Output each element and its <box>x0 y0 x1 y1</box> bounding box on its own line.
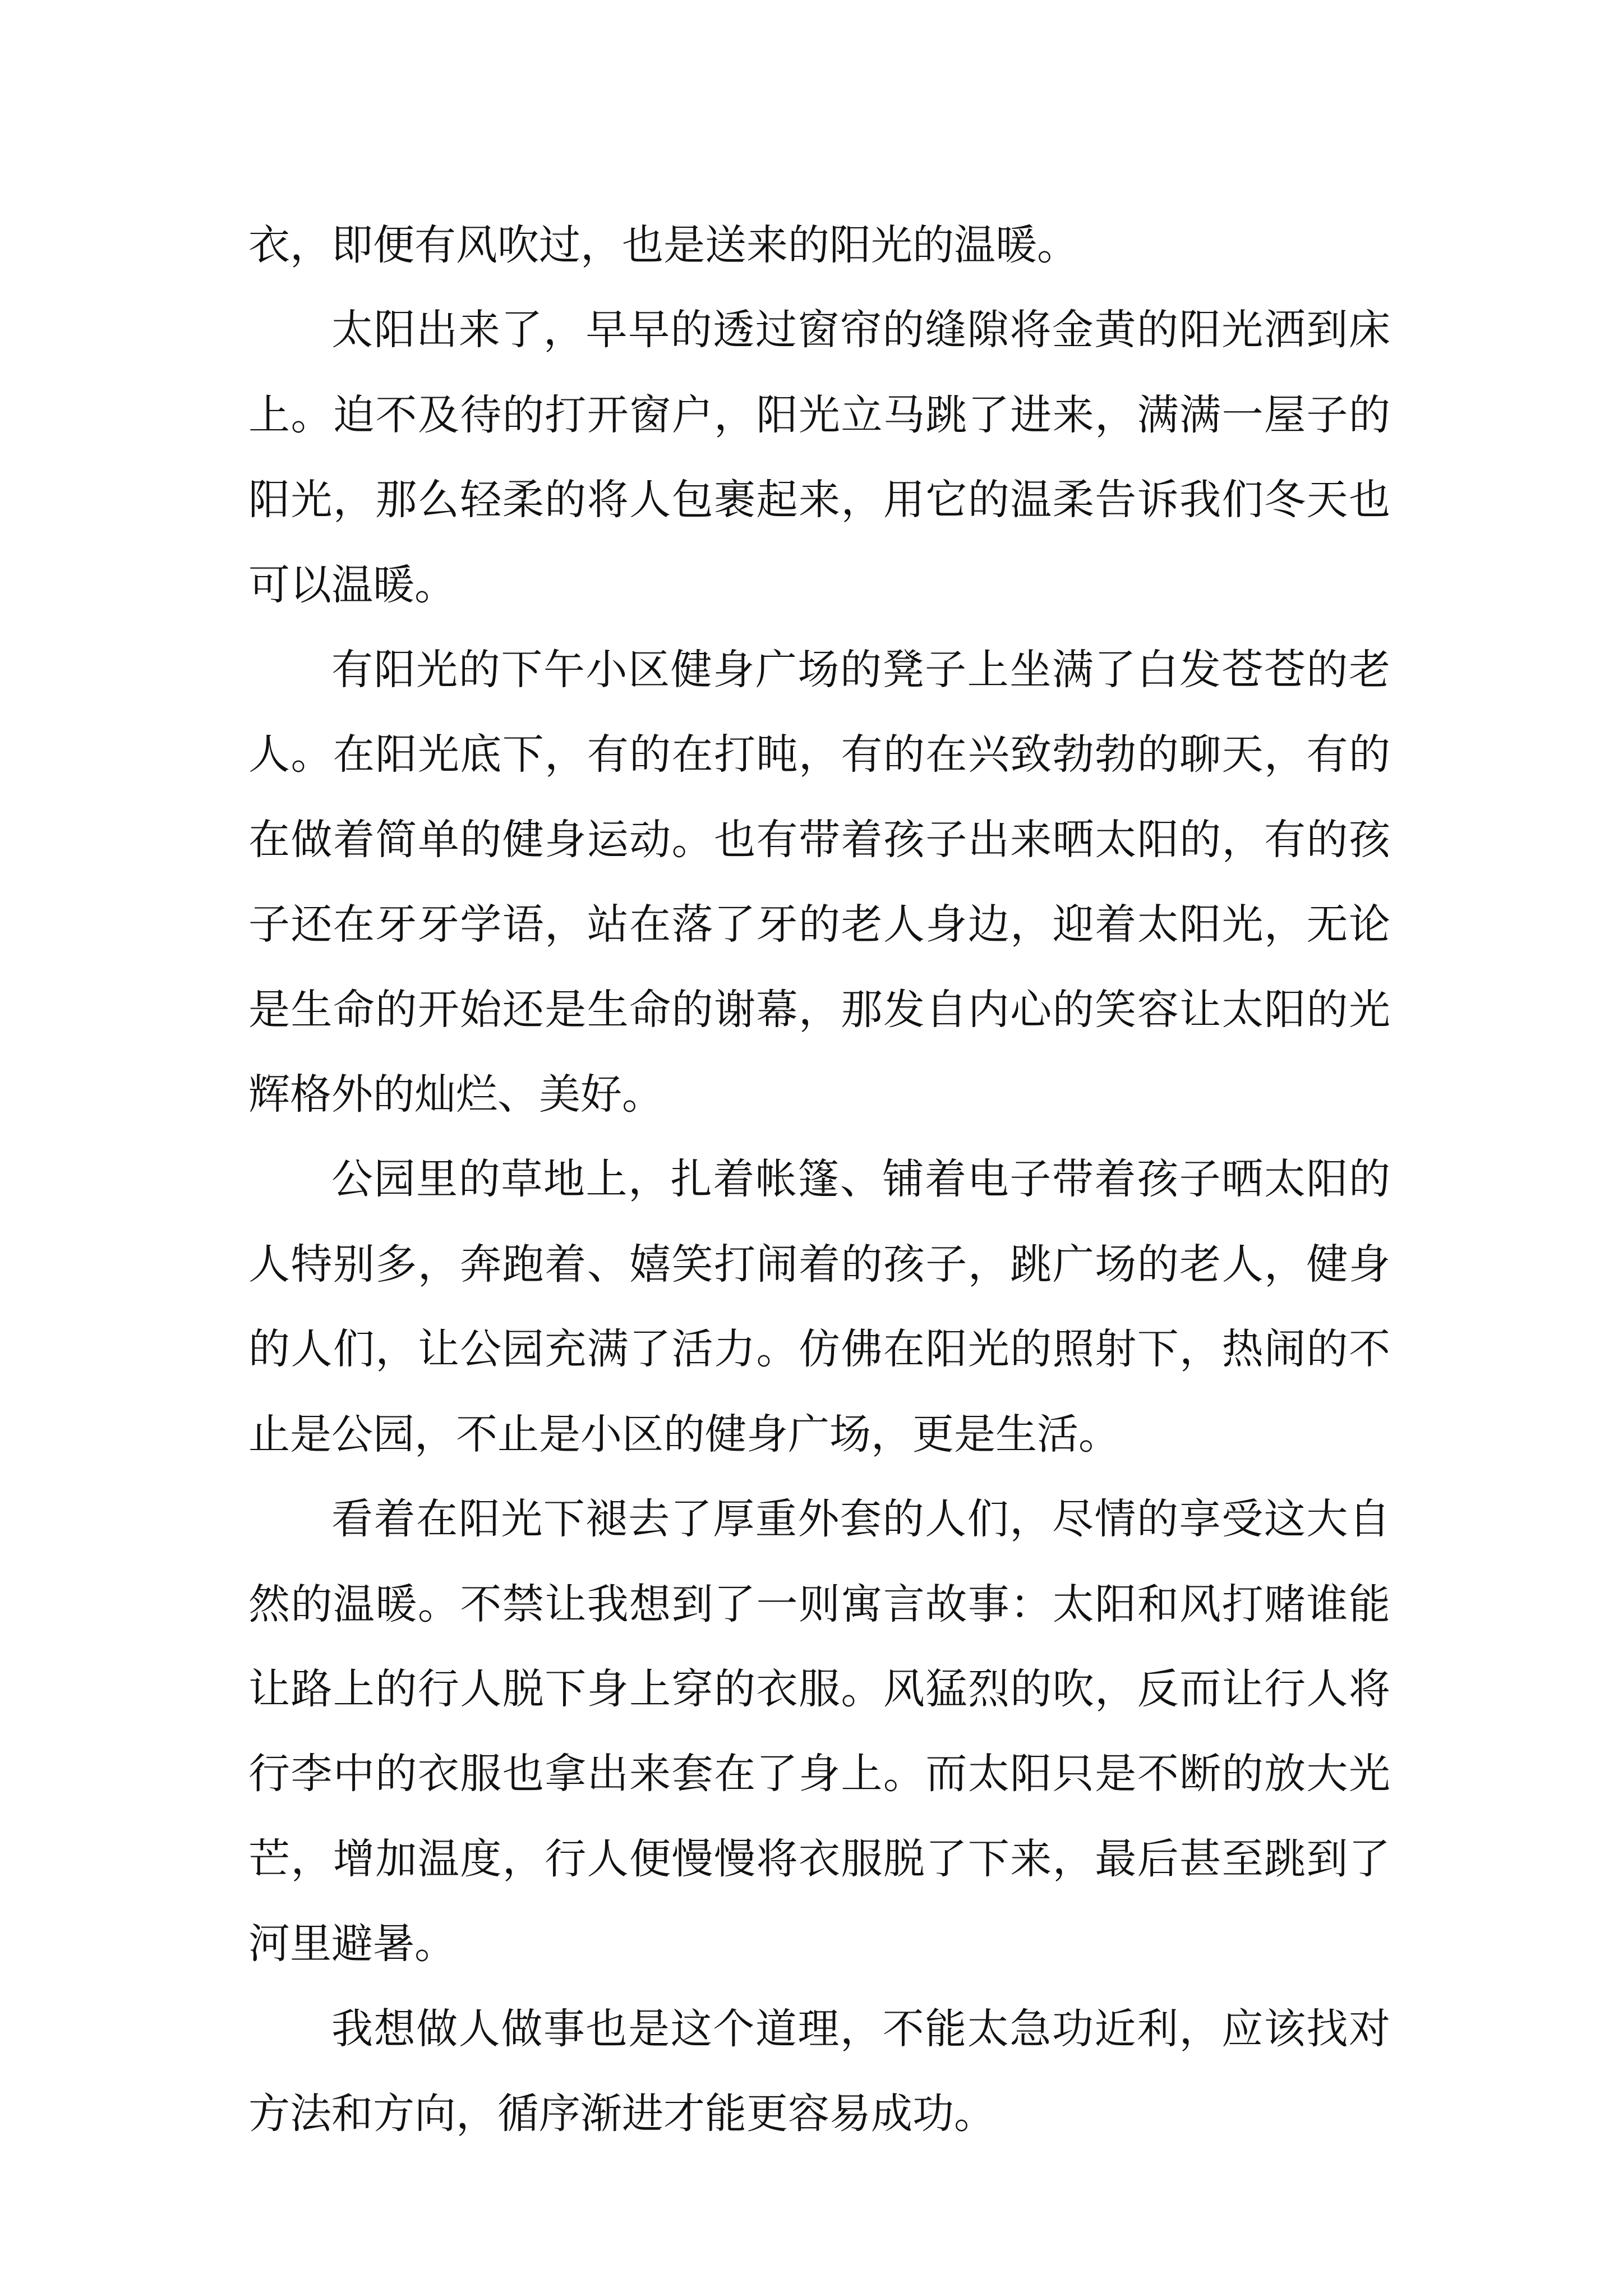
paragraph-1: 衣，即便有风吹过，也是送来的阳光的温暖。 <box>248 221 1078 269</box>
paragraph-6: 我想做人做事也是这个道理，不能太急功近利，应该找对方法和方向，循序渐进才能更容易成功。 <box>248 2004 1390 2138</box>
paragraph-3: 有阳光的下午小区健身广场的凳子上坐满了白发苍苍的老人。在阳光底下，有的在打盹，有的在兴致勃勃的聊天，有的在做着简单的健身运动。也有带着孩子出来晒太阳的，有的孩子还在牙牙学语，站在落了牙的老人身边，迎着太阳光，无论是生命的开始还是生命的谢幕，那发自内心的笑容让太阳的光辉格外的灿烂、美好。 <box>248 646 1390 1119</box>
paragraph-5: 看着在阳光下褪去了厚重外套的人们，尽情的享受这大自然的温暖。不禁让我想到了一则寓言故事：太阳和风打赌谁能让路上的行人脱下身上穿的衣服。风猛烈的吹，反而让行人将行李中的衣服也拿出来套在了身上。而太阳只是不断的放大光芒，增加温度，行人便慢慢将衣服脱了下来，最后甚至跳到了河里避暑。 <box>248 1495 1390 1968</box>
paragraph-2: 太阳出来了，早早的透过窗帘的缝隙将金黄的阳光洒到床上。迫不及待的打开窗户，阳光立马跳了进来，满满一屋子的阳光，那么轻柔的将人包裹起来，用它的温柔告诉我们冬天也可以温暖。 <box>248 306 1390 609</box>
paragraph-4: 公园里的草地上，扎着帐篷、铺着电子带着孩子晒太阳的人特别多，奔跑着、嬉笑打闹着的孩子，跳广场的老人，健身的人们，让公园充满了活力。仿佛在阳光的照射下，热闹的不止是公园，不止是小区的健身广场，更是生活。 <box>248 1155 1390 1458</box>
body-text <box>248 203 1390 2156</box>
